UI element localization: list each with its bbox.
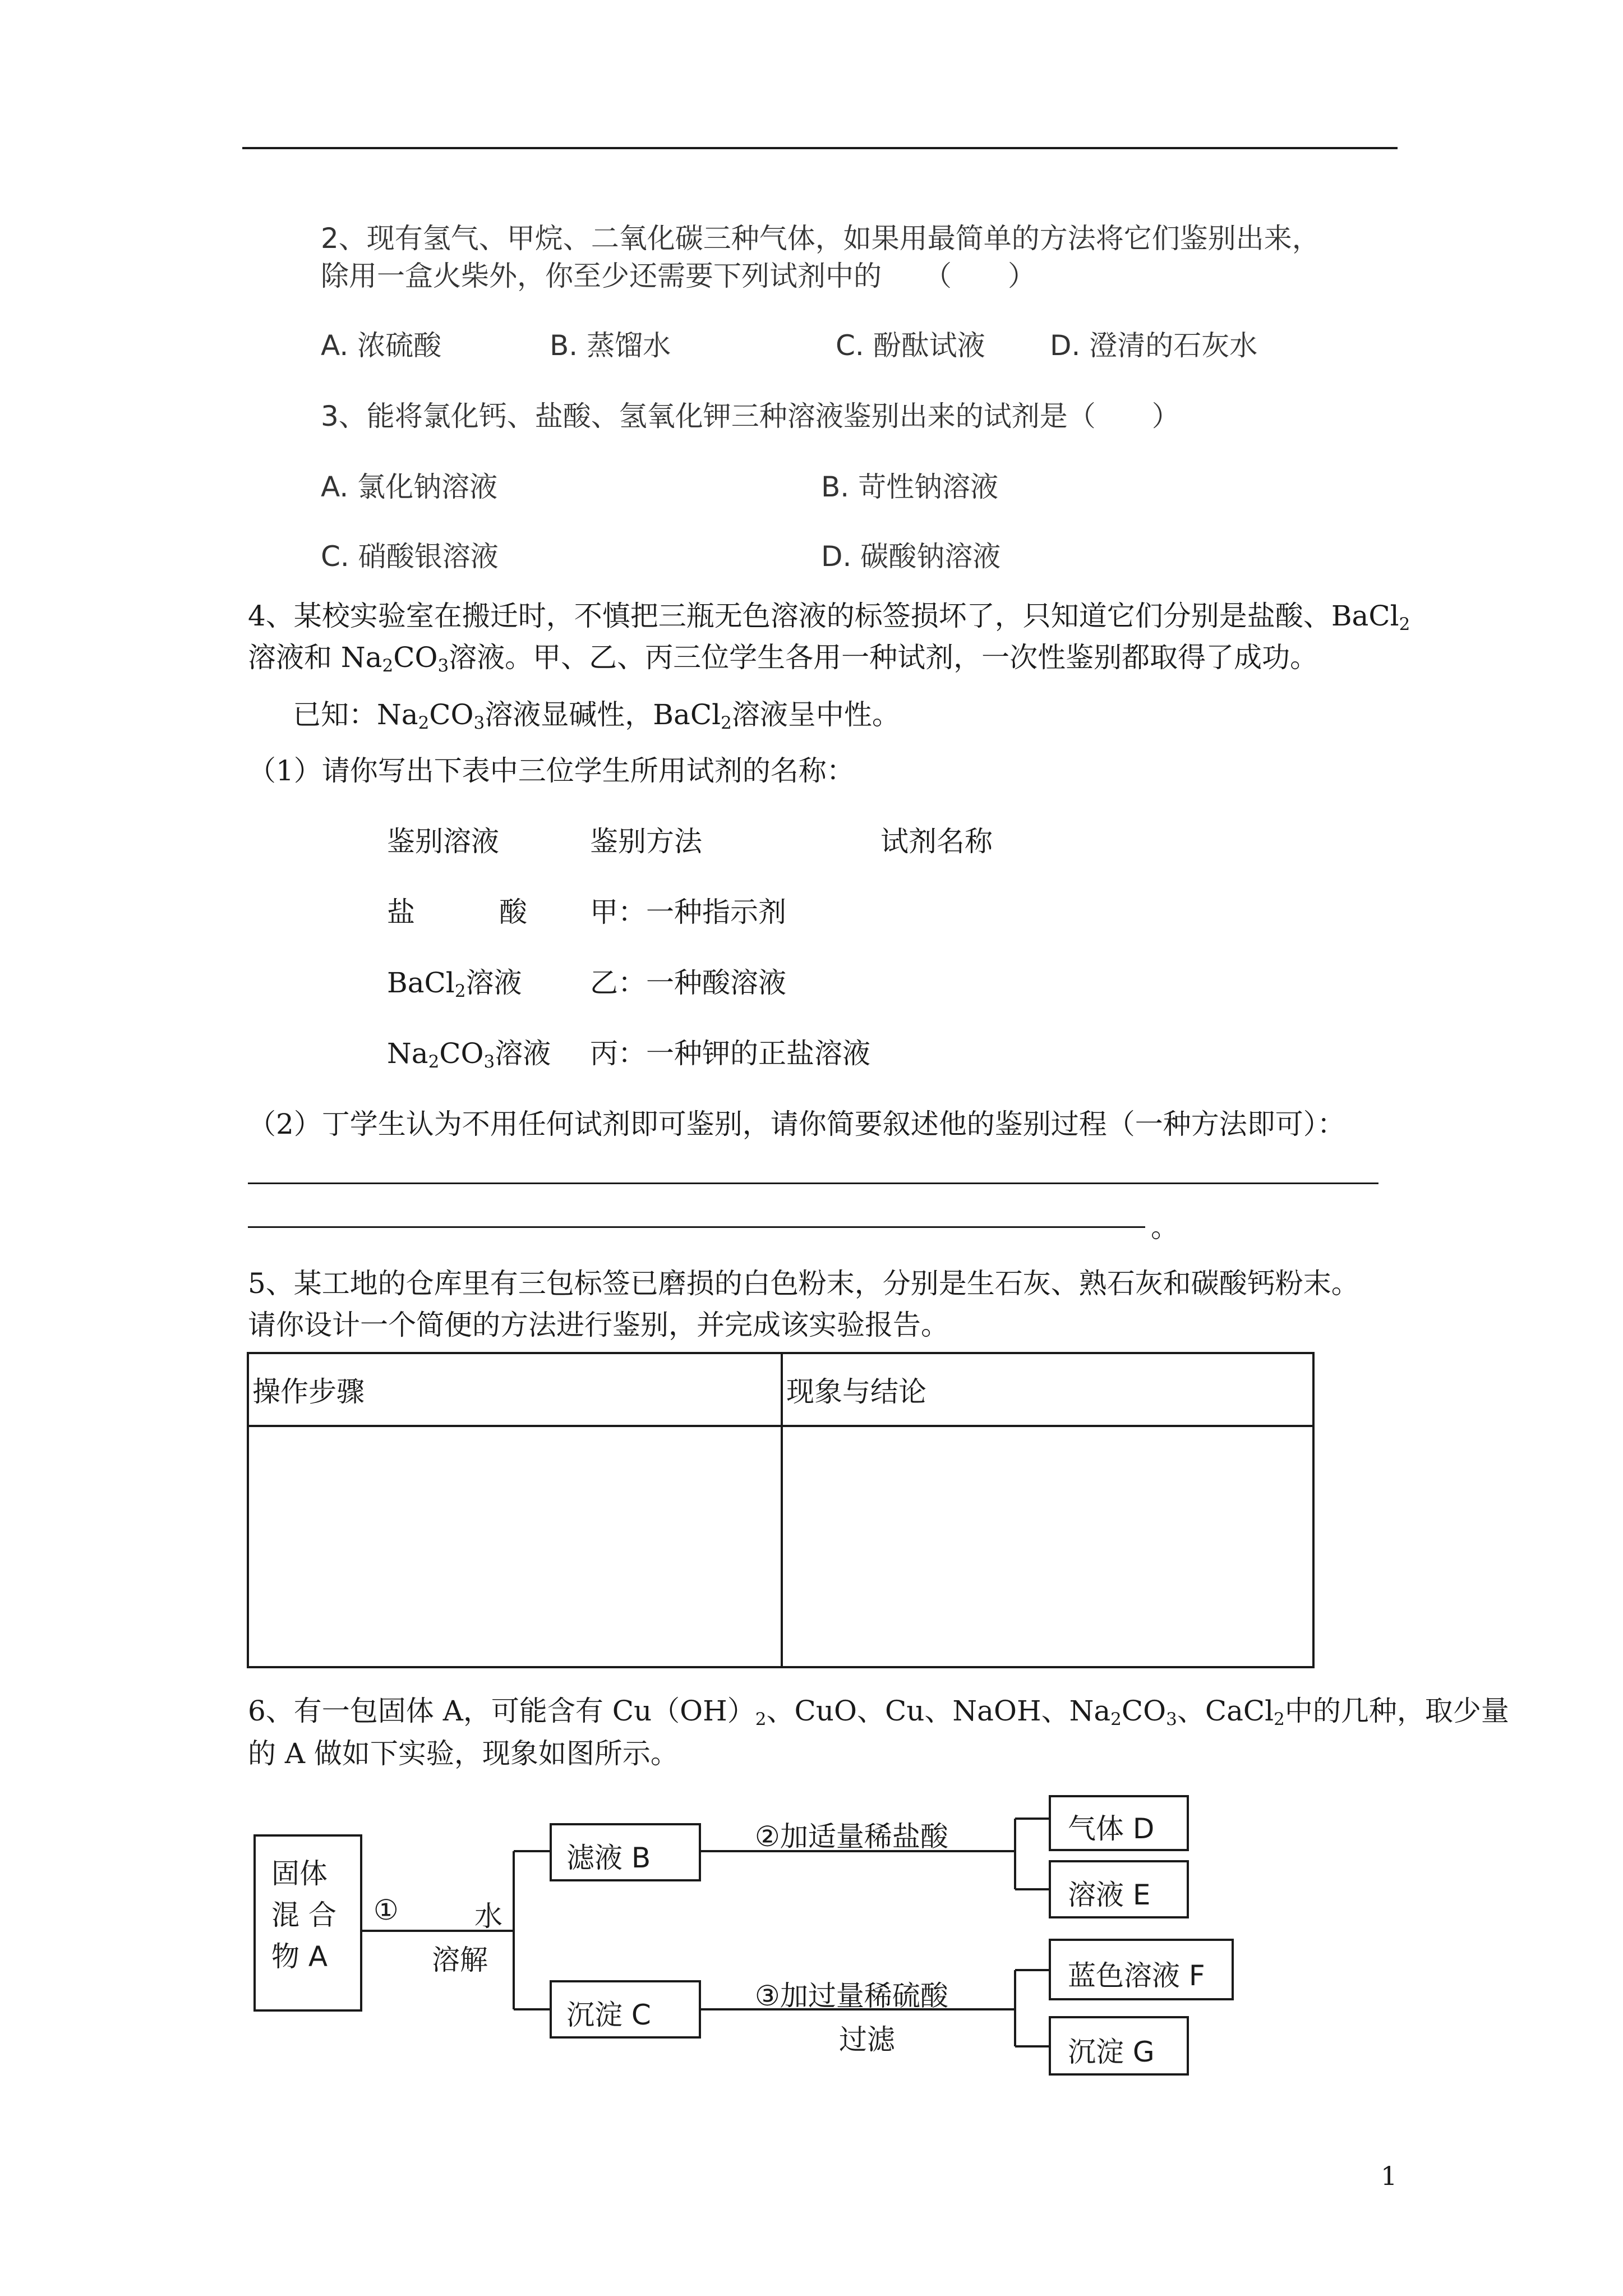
- q5-col-result: 现象与结论: [782, 1353, 1313, 1426]
- q4-row3-solution: $Na_2CO_3$溶液: [387, 1037, 551, 1072]
- q5-col-steps: 操作步骤: [248, 1353, 782, 1426]
- q5-stem-line2: 请你设计一个简便的方法进行鉴别，并完成该实验报告。: [248, 1309, 949, 1341]
- step1-dissolve: 溶解: [432, 1944, 488, 1976]
- q4-part1: （1）请你写出下表中三位学生所用试剂的名称：: [248, 754, 855, 787]
- filtrate-b-label: 滤液 B: [566, 1842, 651, 1874]
- q4-known: 已知：$Na_2CO_3$溶液显碱性，BaCl$_2$溶液呈中性。: [293, 698, 900, 733]
- q5-stem-line1: 5、某工地的仓库里有三包标签已磨损的白色粉末，分别是生石灰、熟石灰和碳酸钙粉末。: [248, 1267, 1359, 1300]
- solid-mixture-label-1: 固体: [271, 1857, 328, 1890]
- q2-stem-line1: 2、现有氢气、甲烷、二氧化碳三种气体，如果用最简单的方法将它们鉴别出来，: [321, 222, 1320, 255]
- solid-mixture-label-2: 混 合: [271, 1899, 336, 1931]
- q4-row1-solution: 盐 酸: [387, 896, 527, 928]
- q2-option-c: C. 酚酞试液: [836, 329, 985, 362]
- q4-row1-method: 甲：一种指示剂: [590, 896, 786, 928]
- q3-option-b: B. 苛性钠溶液: [821, 471, 999, 503]
- step3-filter: 过滤: [839, 2023, 895, 2056]
- q4-part2: （2）丁学生认为不用任何试剂即可鉴别，请你简要叙述他的鉴别过程（一种方法即可）：: [248, 1108, 1345, 1140]
- q4-stem-line2: 溶液和 $Na_2CO_3$溶液。甲、乙、丙三位学生各用一种试剂，一次性鉴别都取得了成功。: [248, 641, 1318, 676]
- q3-option-d: D. 碳酸钠溶液: [821, 540, 1001, 573]
- q3-option-a: A. 氯化钠溶液: [321, 471, 498, 503]
- solution-e-label: 溶液 E: [1068, 1879, 1151, 1911]
- q3-option-c: C. 硝酸银溶液: [321, 540, 499, 573]
- gas-d-label: 气体 D: [1068, 1812, 1155, 1845]
- q6-stem-line1: 6、有一包固体 A，可能含有 $Cu(OH)_2$、CuO、Cu、NaOH、$Na_2CO_3$、CaCl$_2$中的几种，取少量: [248, 1695, 1509, 1729]
- step1-water: 水: [474, 1900, 502, 1932]
- step2-label: ②加适量稀盐酸: [755, 1820, 948, 1853]
- blue-solution-f-label: 蓝色溶液 F: [1068, 1959, 1205, 1992]
- q2-option-b: B. 蒸馏水: [550, 329, 671, 362]
- step3-label: ③加过量稀硫酸: [755, 1980, 948, 2012]
- q2-stem-line2: 除用一盒火柴外，你至少还需要下列试剂中的 （ ）: [321, 260, 1036, 292]
- q2-option-d: D. 澄清的石灰水: [1050, 329, 1258, 362]
- q4-row3-method: 丙：一种钾的正盐溶液: [590, 1037, 870, 1070]
- q4-header-reagent: 试剂名称: [880, 825, 993, 858]
- q2-option-a: A. 浓硫酸: [321, 329, 442, 362]
- page-number: 1: [1381, 2161, 1398, 2191]
- solid-mixture-label-3: 物 A: [271, 1940, 328, 1973]
- q3-stem: 3、能将氯化钙、盐酸、氢氧化钾三种溶液鉴别出来的试剂是（ ）: [321, 400, 1180, 432]
- precipitate-g-label: 沉淀 G: [1068, 2036, 1155, 2068]
- q4-header-solution: 鉴别溶液: [387, 825, 499, 858]
- q4-stem-line1: 4、某校实验室在搬迁时，不慎把三瓶无色溶液的标签损坏了，只知道它们分别是盐酸、BaCl$_2$: [248, 600, 1410, 634]
- q4-end-mark: 。: [1151, 1211, 1179, 1244]
- q6-stem-line2: 的 A 做如下实验，现象如图所示。: [248, 1737, 679, 1770]
- step1-number: ①: [374, 1894, 399, 1926]
- q4-row2-method: 乙：一种酸溶液: [590, 967, 786, 999]
- precipitate-c-label: 沉淀 C: [566, 1999, 651, 2031]
- q4-header-method: 鉴别方法: [590, 825, 702, 858]
- q4-row2-solution: BaCl$_2$溶液: [387, 967, 522, 1001]
